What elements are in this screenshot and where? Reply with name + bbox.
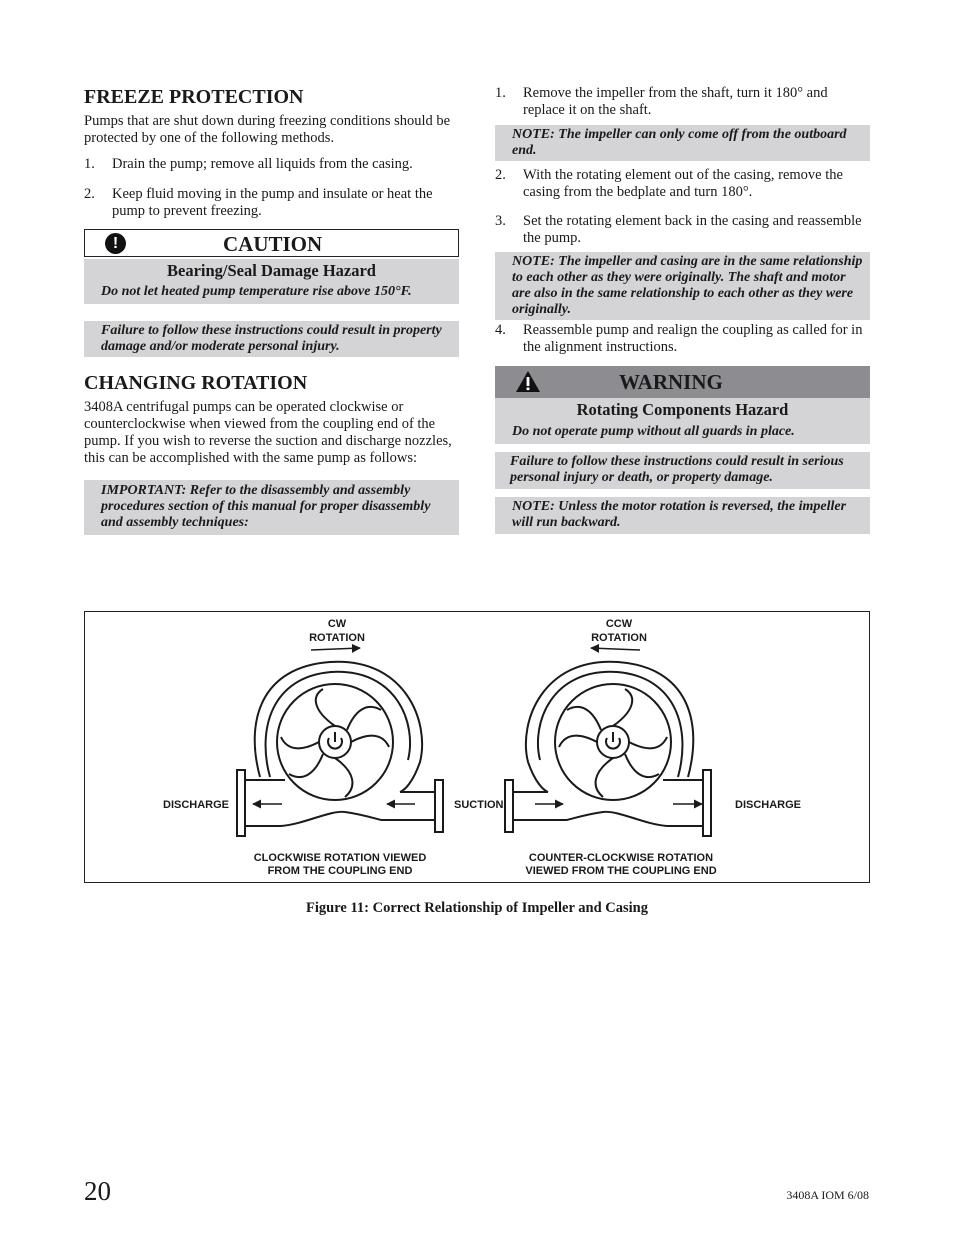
list-item: 3. Set the rotating element back in the casing and reassemble the pump.: [495, 213, 862, 246]
cw-caption-line2: FROM THE COUPLING END: [267, 865, 413, 877]
warning-hazard-title: Rotating Components Hazard: [576, 400, 789, 419]
list-item: 2. Keep fluid moving in the pump and insulate or heat the pump to prevent freezing.: [84, 186, 433, 219]
note-impeller-removal: NOTE: The impeller can only come off from the outboard end.: [495, 125, 870, 161]
note-relationship: NOTE: The impeller and casing are in the same relationship to each other as they were originally. The shaft and motor are also in the same relationship to each other as they were originally.: [495, 252, 870, 320]
exclamation-circle-icon: !: [105, 233, 126, 254]
suction-label: SUCTION: [454, 799, 504, 811]
warning-title: WARNING: [619, 370, 723, 394]
ccw-caption-line1: COUNTER-CLOCKWISE ROTATION: [528, 852, 714, 864]
document-id: 3408A IOM 6/08: [786, 1188, 869, 1202]
warning-block: [495, 366, 870, 489]
freeze-intro: Pumps that are shut down during freezing conditions should be protected by one of the following methods.: [84, 113, 451, 146]
ccw-rotation-label: ROTATION: [591, 632, 647, 644]
figure-impeller-casing: [84, 611, 870, 883]
freeze-heading: FREEZE PROTECTION: [84, 86, 304, 108]
caution-header: [84, 229, 459, 257]
caution-block: [84, 229, 459, 357]
note-impeller-backward: NOTE: Unless the motor rotation is reversed, the impeller will run backward.: [495, 497, 870, 534]
warning-instruction: Do not operate pump without all guards in place.: [512, 424, 795, 439]
page-number: 20: [84, 1176, 111, 1206]
list-item: 4. Reassemble pump and realign the coupling as called for in the alignment instructions.: [495, 322, 863, 355]
list-item: 2. With the rotating element out of the casing, remove the casing from the bedplate and turn 180°.: [495, 167, 843, 200]
right-discharge-label: DISCHARGE: [735, 799, 802, 811]
important-note: IMPORTANT: Refer to the disassembly and assembly procedures section of this manual for proper disassembly and assembly techniques:: [84, 480, 459, 535]
warning-hazard-box: [495, 398, 870, 444]
caution-instruction: Do not let heated pump temperature rise above 150°F.: [101, 284, 412, 299]
cw-pump-drawing: [237, 662, 443, 836]
cw-caption-line1: CLOCKWISE ROTATION VIEWED: [253, 852, 427, 864]
right-column: [495, 85, 870, 534]
rotation-heading: CHANGING ROTATION: [84, 372, 308, 394]
freeze-steps: [84, 156, 459, 220]
ccw-label: CCW: [605, 618, 633, 630]
rotation-intro: 3408A centrifugal pumps can be operated clockwise or counterclockwise when viewed from the coupling end of the pump. If you wish to reverse the suction and discharge nozzles, this can be accomplished with the same pump as follows:: [84, 399, 452, 466]
caution-consequence: Failure to follow these instructions could result in property damage and/or moderate personal injury.: [84, 321, 459, 357]
caution-title: CAUTION: [223, 232, 323, 256]
cw-label: CW: [327, 618, 347, 630]
warning-header: [495, 366, 870, 398]
warning-consequence: Failure to follow these instructions could result in serious personal injury or death, or property damage.: [495, 452, 870, 489]
list-item: 1. Drain the pump; remove all liquids from the casing.: [84, 156, 413, 172]
ccw-pump-drawing: [505, 662, 711, 836]
left-column: [84, 84, 459, 535]
caution-hazard-box: [84, 259, 459, 304]
rotation-steps: [495, 85, 870, 119]
caution-hazard-title: Bearing/Seal Damage Hazard: [167, 261, 376, 280]
left-discharge-label: DISCHARGE: [163, 799, 230, 811]
impeller-casing-diagram: [85, 612, 869, 882]
cw-rotation-label: ROTATION: [309, 632, 365, 644]
list-item: 1. Remove the impeller from the shaft, turn it 180° and replace it on the shaft.: [495, 85, 828, 118]
figure-caption: Figure 11: Correct Relationship of Impeller and Casing: [306, 900, 648, 916]
ccw-caption-line2: VIEWED FROM THE COUPLING END: [525, 865, 717, 877]
warning-triangle-icon: [515, 370, 541, 393]
